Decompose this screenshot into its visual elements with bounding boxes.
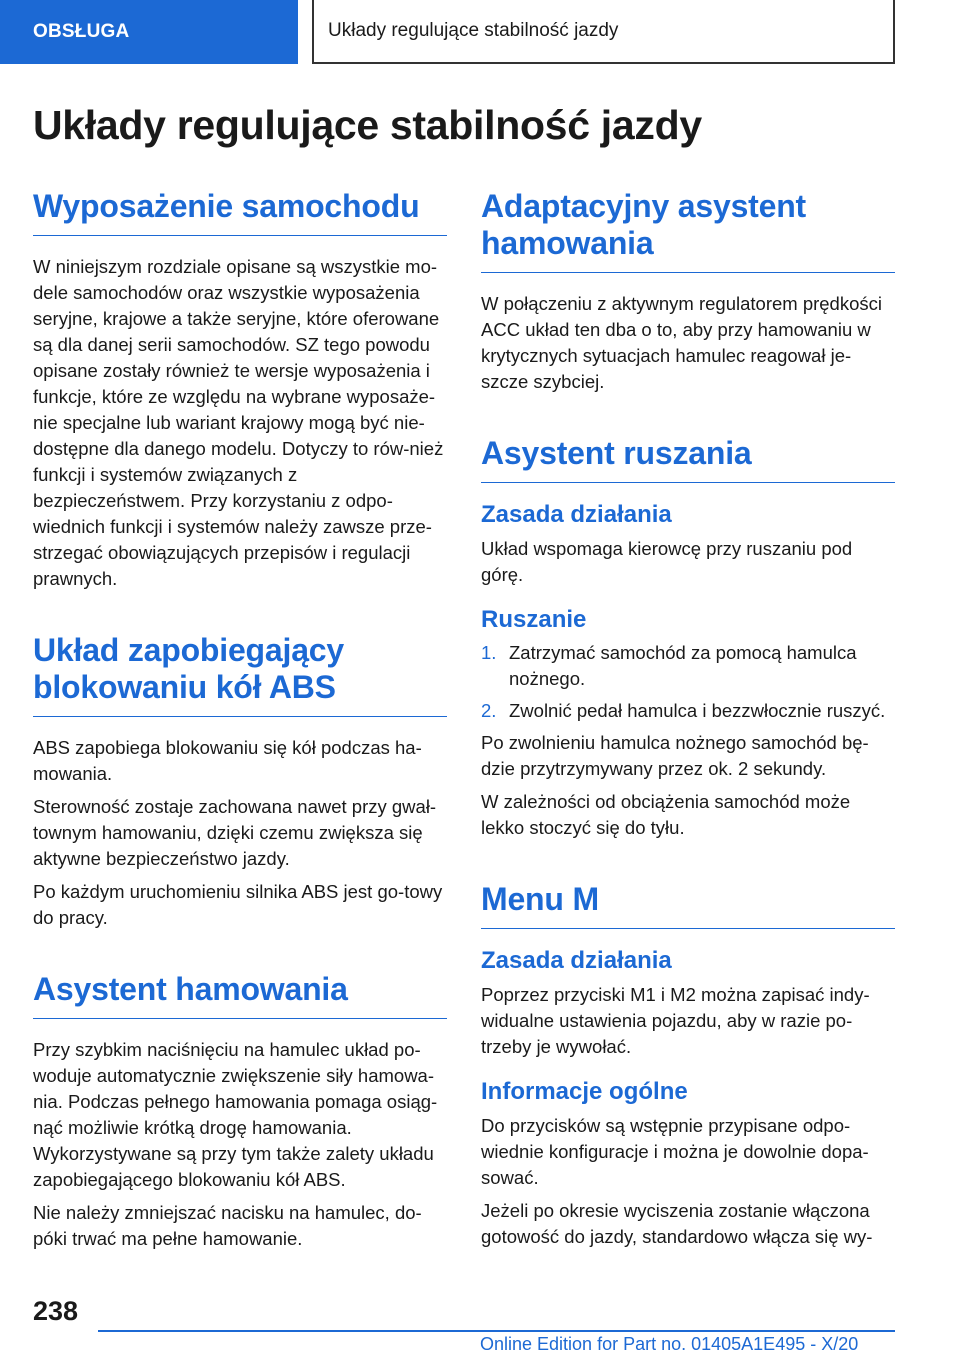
heading-wyposazenie: Wyposażenie samochodu <box>33 188 447 236</box>
heading-asystent-ruszania: Asystent ruszania <box>481 435 895 483</box>
page-title: Układy regulujące stabilność jazdy <box>33 102 702 148</box>
subheading-informacje-ogolne: Informacje ogólne <box>481 1078 688 1105</box>
heading-asystent-hamowania: Asystent hamowania <box>33 971 447 1019</box>
list-item <box>481 640 895 692</box>
paragraph-abs-3: Po każdym uruchomieniu silnika ABS jest go-towy do pracy. <box>33 881 443 928</box>
heading-adaptacyjny: Adaptacyjny asystent hamowania <box>481 188 895 273</box>
step-text: Zwolnić pedał hamulca i bezzwłocznie ruszyć. <box>509 700 886 721</box>
paragraph-menu-zasada: Poprzez przyciski M1 i M2 można zapisać indy-widualne ustawienia pojazdu, aby w razie po-trzeby je wywołać. <box>481 984 870 1057</box>
paragraph-abs-2: Sterowność zostaje zachowana nawet przy gwał-townym hamowaniu, dzięki czemu zwiększa się aktywne bezpieczeństwo jazdy. <box>33 796 437 869</box>
subheading-ruszanie: Ruszanie <box>481 606 587 633</box>
page-number: 238 <box>33 1296 79 1326</box>
paragraph-zasada-dzialania: Układ wspomaga kierowcę przy ruszaniu pod górę. <box>481 538 853 585</box>
paragraph-asystent-hamowania-2: Nie należy zmniejszać nacisku na hamulec, do-póki trwać ma pełne hamowanie. <box>33 1202 422 1249</box>
step-number: 1. <box>481 642 497 663</box>
steps-list <box>481 640 895 724</box>
subheading-zasada-dzialania: Zasada działania <box>481 501 672 528</box>
subheading-menu-zasada: Zasada działania <box>481 947 672 974</box>
step-number: 2. <box>481 700 497 721</box>
heading-abs: Układ zapobiegający blokowaniu kół ABS <box>33 632 447 717</box>
paragraph-abs-1: ABS zapobiega blokowaniu się kół podczas ha-mowania. <box>33 737 422 784</box>
paragraph-informacje-1: Do przycisków są wstępnie przypisane odpo-wiednie konfiguracje i można je dowolnie dopa-sować. <box>481 1115 869 1188</box>
paragraph-wyposazenie: W niniejszym rozdziale opisane są wszystkie mo-dele samochodów oraz wszystkie wyposażenia seryjne, krajowe a także seryjne, które oferowane są dla danej serii samochodów. SZ tego powodu opisane zostały również te wersje wyposażenia i funkcje, które ze względu na wybrane wyposaże-nie specjalne lub wariant krajowy mogą być nie-dostępne dla danego modelu. Dotyczy to rów-nież funkcji i systemów związanych z bezpieczeństwem. Przy korzystaniu z odpo-wiednich funkcji i systemów należy zawsze prze-strzegać obowiązujących przepisów i regulacji prawnych. <box>33 256 444 589</box>
right-column <box>481 188 895 1250</box>
paragraph-ruszanie-1: Po zwolnieniu hamulca nożnego samochód bę-dzie przytrzymywany przez ok. 2 sekundy. <box>481 732 869 779</box>
paragraph-adaptacyjny: W połączeniu z aktywnym regulatorem prędkości ACC układ ten dba o to, aby przy hamowaniu w krytycznych sytuacjach hamulec reagował je-szcze szybciej. <box>481 293 882 392</box>
paragraph-ruszanie-2: W zależności od obciążenia samochód może lekko stoczyć się do tyłu. <box>481 791 851 838</box>
chapter-tab[interactable]: OBSŁUGA <box>0 0 298 64</box>
page-header <box>0 0 960 66</box>
paragraph-informacje-2: Jeżeli po okresie wyciszenia zostanie włączona gotowość do jazdy, standardowo włącza się wy- <box>481 1200 873 1247</box>
footer-divider <box>98 1330 895 1332</box>
heading-menu-m: Menu M <box>481 881 895 929</box>
step-text: Zatrzymać samochód za pomocą hamulca nożnego. <box>509 642 857 689</box>
list-item <box>481 698 895 724</box>
paragraph-asystent-hamowania-1: Przy szybkim naciśnięciu na hamulec układ po-woduje automatycznie zwiększenie siły hamowa-nia. Podczas pełnego hamowania pomaga osiąg-nąć możliwie krótką drogę hamowania. Wykorzystywane są przy tym także zalety układu zapobiegającego blokowaniu kół ABS. <box>33 1039 438 1190</box>
left-column <box>33 188 447 1252</box>
edition-link[interactable]: Online Edition for Part no. 01405A1E495 - X/20 <box>480 1334 859 1354</box>
section-tab[interactable]: Układy regulujące stabilność jazdy <box>312 0 895 64</box>
